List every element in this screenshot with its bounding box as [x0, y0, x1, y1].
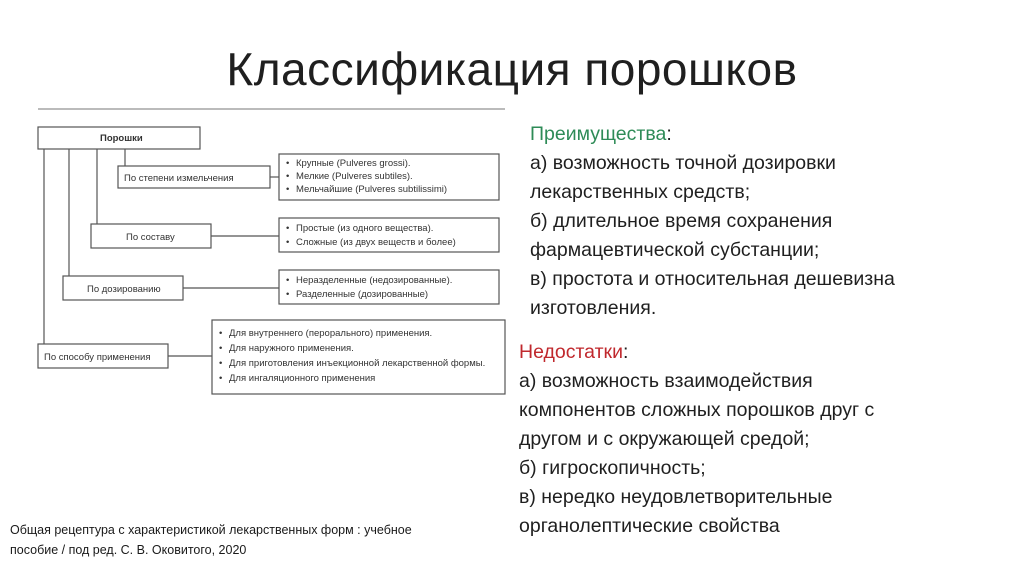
advantages-line: в) простота и относительная дешевизна [530, 268, 895, 290]
svg-text:•: • [286, 289, 290, 300]
slide-title: Классификация порошков [226, 43, 798, 95]
svg-text:•: • [219, 373, 223, 384]
svg-text:•: • [286, 223, 290, 234]
item-application-1: Для внутреннего (перорального) применения. [229, 328, 433, 339]
group-label-grinding: По степени измельчения [124, 173, 234, 184]
svg-text:•: • [286, 171, 290, 182]
source-citation [10, 520, 510, 560]
advantages-line: фармацевтической субстанции; [530, 239, 820, 261]
svg-text:•: • [286, 237, 290, 248]
root-label: Порошки [100, 133, 143, 144]
disadvantages-colon: : [622, 341, 629, 363]
item-composition-2: Сложные (из двух веществ и более) [296, 237, 456, 248]
svg-text:•: • [286, 275, 290, 286]
disadvantages-line: другом и с окружающей средой; [519, 428, 810, 450]
disadvantages-line: б) гигроскопичность; [519, 457, 706, 479]
advantages-line: б) длительное время сохранения [530, 210, 833, 232]
advantages-line: лекарственных средств; [530, 181, 751, 203]
disadvantages-heading: Недостатки [519, 341, 623, 363]
item-grinding-1: Крупные (Pulveres grossi). [296, 158, 411, 169]
disadvantages-heading-line [519, 338, 999, 367]
disadvantages-line: компонентов сложных порошков друг с [519, 399, 875, 421]
advantages-heading: Преимущества [530, 123, 667, 145]
item-application-4: Для ингаляционного применения [229, 373, 376, 384]
svg-text:•: • [219, 328, 223, 339]
item-grinding-3: Мельчайшие (Pulveres subtilissimi) [296, 184, 448, 195]
item-application-2: Для наружного применения. [229, 343, 354, 354]
disadvantages-line: органолептические свойства [519, 515, 780, 537]
svg-text:•: • [219, 358, 223, 369]
disadvantages-line: а) возможность взаимодействия [519, 370, 813, 392]
svg-text:•: • [219, 343, 223, 354]
advantages-heading-line [530, 120, 1010, 149]
source-line-1: Общая рецептура с характеристикой лекарственных форм : учебное [10, 523, 412, 537]
item-application-3: Для приготовления инъекционной лекарственной формы. [229, 358, 486, 369]
item-dosing-1: Неразделенные (недозированные). [296, 275, 453, 286]
advantages-colon: : [666, 123, 672, 145]
item-dosing-2: Разделенные (дозированные) [296, 289, 429, 300]
disadvantages-line: в) нередко неудовлетворительные [519, 486, 833, 508]
advantages-line: а) возможность точной дозировки [530, 152, 836, 174]
svg-text:•: • [286, 158, 290, 169]
svg-text:•: • [286, 184, 290, 195]
group-label-composition: По составу [126, 232, 175, 243]
source-line-2: пособие / под ред. С. В. Оковитого, 2020 [10, 543, 247, 557]
item-grinding-2: Мелкие (Pulveres subtiles). [296, 171, 413, 182]
advantages-block [530, 120, 1010, 323]
advantages-line: изготовления. [530, 297, 657, 319]
group-label-dosing: По дозированию [87, 284, 161, 295]
item-composition-1: Простые (из одного вещества). [296, 223, 434, 234]
disadvantages-block [519, 338, 999, 541]
group-label-application: По способу применения [44, 352, 151, 363]
